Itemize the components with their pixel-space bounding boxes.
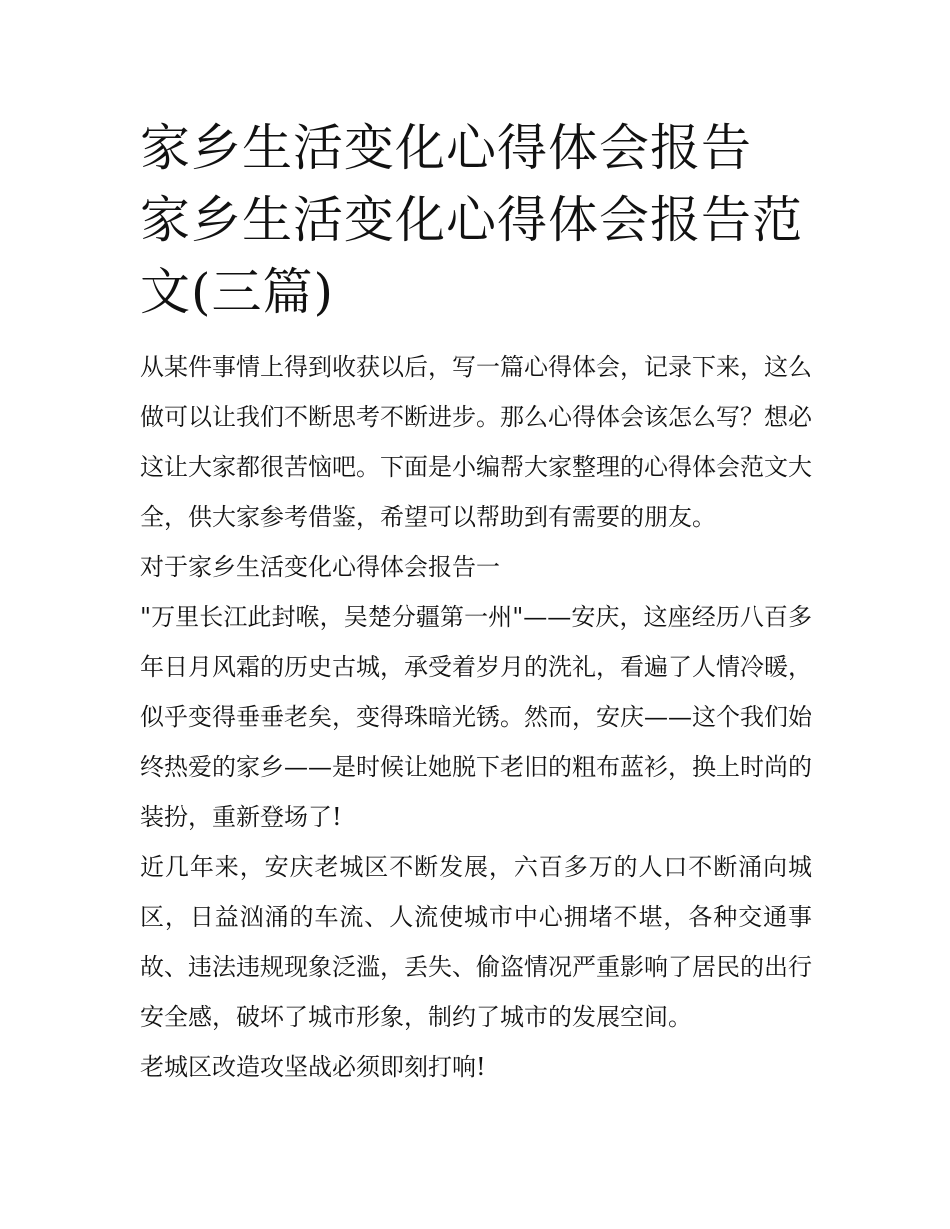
document-title: 家乡生活变化心得体会报告 家乡生活变化心得体会报告范文(三篇): [140, 119, 803, 321]
body-paragraph: 老城区改造攻坚战必须即刻打响!: [140, 1053, 486, 1081]
document-page: [140, 112, 812, 1092]
section-heading: 对于家乡生活变化心得体会报告一: [140, 553, 500, 581]
document-body: [140, 342, 812, 1092]
body-paragraph: "万里长江此封喉，吴楚分疆第一州"——安庆，这座经历八百多年日月风霜的历史古城，承受着岁月的洗礼，看遍了人情冷暖，似乎变得垂垂老矣，变得珠暗光锈。然而，安庆——这个我们始终热爱的家乡——是时候让她脱下老旧的粗布蓝衫，换上时尚的装扮，重新登场了!: [140, 603, 812, 831]
intro-paragraph: 从某件事情上得到收获以后，写一篇心得体会，记录下来，这么做可以让我们不断思考不断进步。那么心得体会该怎么写？想必这让大家都很苦恼吧。下面是小编帮大家整理的心得体会范文大全，供大家参考借鉴，希望可以帮助到有需要的朋友。: [140, 353, 812, 531]
body-paragraph: 近几年来，安庆老城区不断发展，六百多万的人口不断涌向城区，日益汹涌的车流、人流使城市中心拥堵不堪，各种交通事故、违法违规现象泛滥，丢失、偷盗情况严重影响了居民的出行安全感，破坏了城市形象，制约了城市的发展空间。: [140, 853, 812, 1031]
